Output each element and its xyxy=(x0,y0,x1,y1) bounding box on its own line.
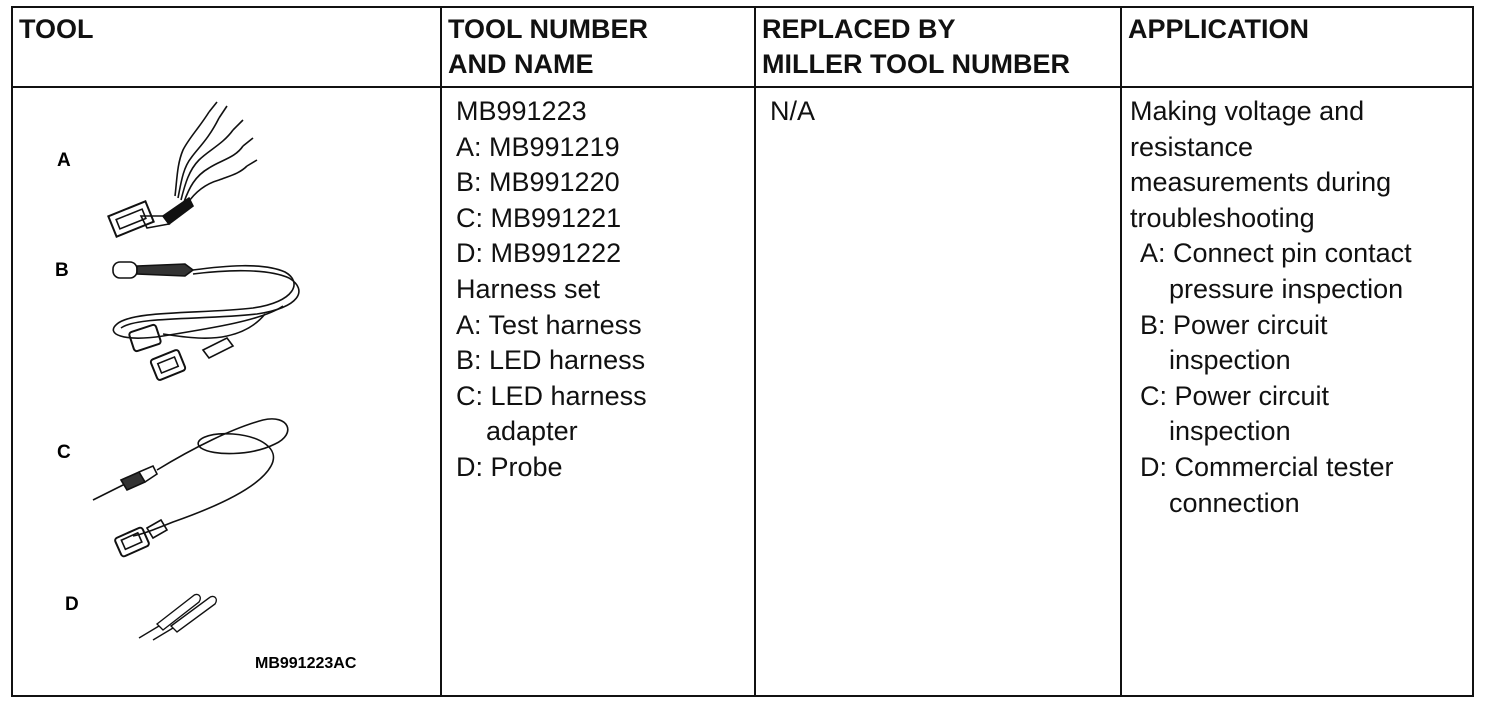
header-row xyxy=(12,7,1473,87)
header-tool: TOOL xyxy=(12,7,441,87)
tool-number-list xyxy=(442,88,754,486)
replaced-by-cell xyxy=(755,87,1121,696)
tool-illustration-cell xyxy=(12,87,441,696)
application-cell xyxy=(1121,87,1473,696)
tool-number-line: C: MB991221 xyxy=(456,202,622,233)
tool-number-line: C: LED harness xyxy=(456,380,647,411)
application-line: pressure inspection xyxy=(1169,273,1404,304)
replaced-by-value: N/A xyxy=(770,96,816,126)
tool-illustration xyxy=(13,88,442,697)
application-list xyxy=(1122,88,1472,521)
header-application: APPLICATION xyxy=(1121,7,1473,87)
led-harness-adapter-icon xyxy=(93,419,288,557)
tool-number-line: B: MB991220 xyxy=(456,167,620,198)
label-c: C xyxy=(57,442,71,463)
label-a: A xyxy=(57,150,71,171)
probe-icon xyxy=(139,594,216,640)
label-b: B xyxy=(55,260,69,281)
tool-number-cell xyxy=(441,87,755,696)
led-harness-icon xyxy=(113,262,299,381)
test-harness-icon xyxy=(108,102,257,237)
header-tool-number: TOOL NUMBER AND NAME xyxy=(441,7,755,87)
special-tool-table xyxy=(11,6,1474,697)
header-replaced-by: REPLACED BY MILLER TOOL NUMBER xyxy=(755,7,1121,87)
tool-number-line: D: MB991222 xyxy=(456,238,622,269)
application-line: C: Power circuit xyxy=(1140,380,1330,411)
tool-number-line: B: LED harness xyxy=(456,345,646,376)
tool-number-line: adapter xyxy=(486,416,578,447)
figure-caption: MB991223AC xyxy=(255,655,357,672)
application-line: inspection xyxy=(1169,345,1291,376)
tool-row xyxy=(12,87,1473,696)
label-d: D xyxy=(65,594,79,615)
application-line: resistance xyxy=(1130,131,1254,162)
tool-number-line: Harness set xyxy=(456,273,601,304)
application-line: B: Power circuit xyxy=(1140,309,1328,340)
tool-number-line: A: Test harness xyxy=(456,309,642,340)
application-line: D: Commercial tester xyxy=(1140,451,1394,482)
application-line: inspection xyxy=(1169,416,1291,447)
application-line: troubleshooting xyxy=(1130,202,1315,233)
application-line: A: Connect pin contact xyxy=(1140,238,1412,269)
tool-number-line: A: MB991219 xyxy=(456,131,620,162)
application-line: measurements during xyxy=(1130,167,1392,198)
application-line: connection xyxy=(1169,487,1300,518)
tool-number-line: D: Probe xyxy=(456,451,563,482)
application-line: Making voltage and xyxy=(1130,96,1365,126)
tool-number-line: MB991223 xyxy=(456,96,587,126)
